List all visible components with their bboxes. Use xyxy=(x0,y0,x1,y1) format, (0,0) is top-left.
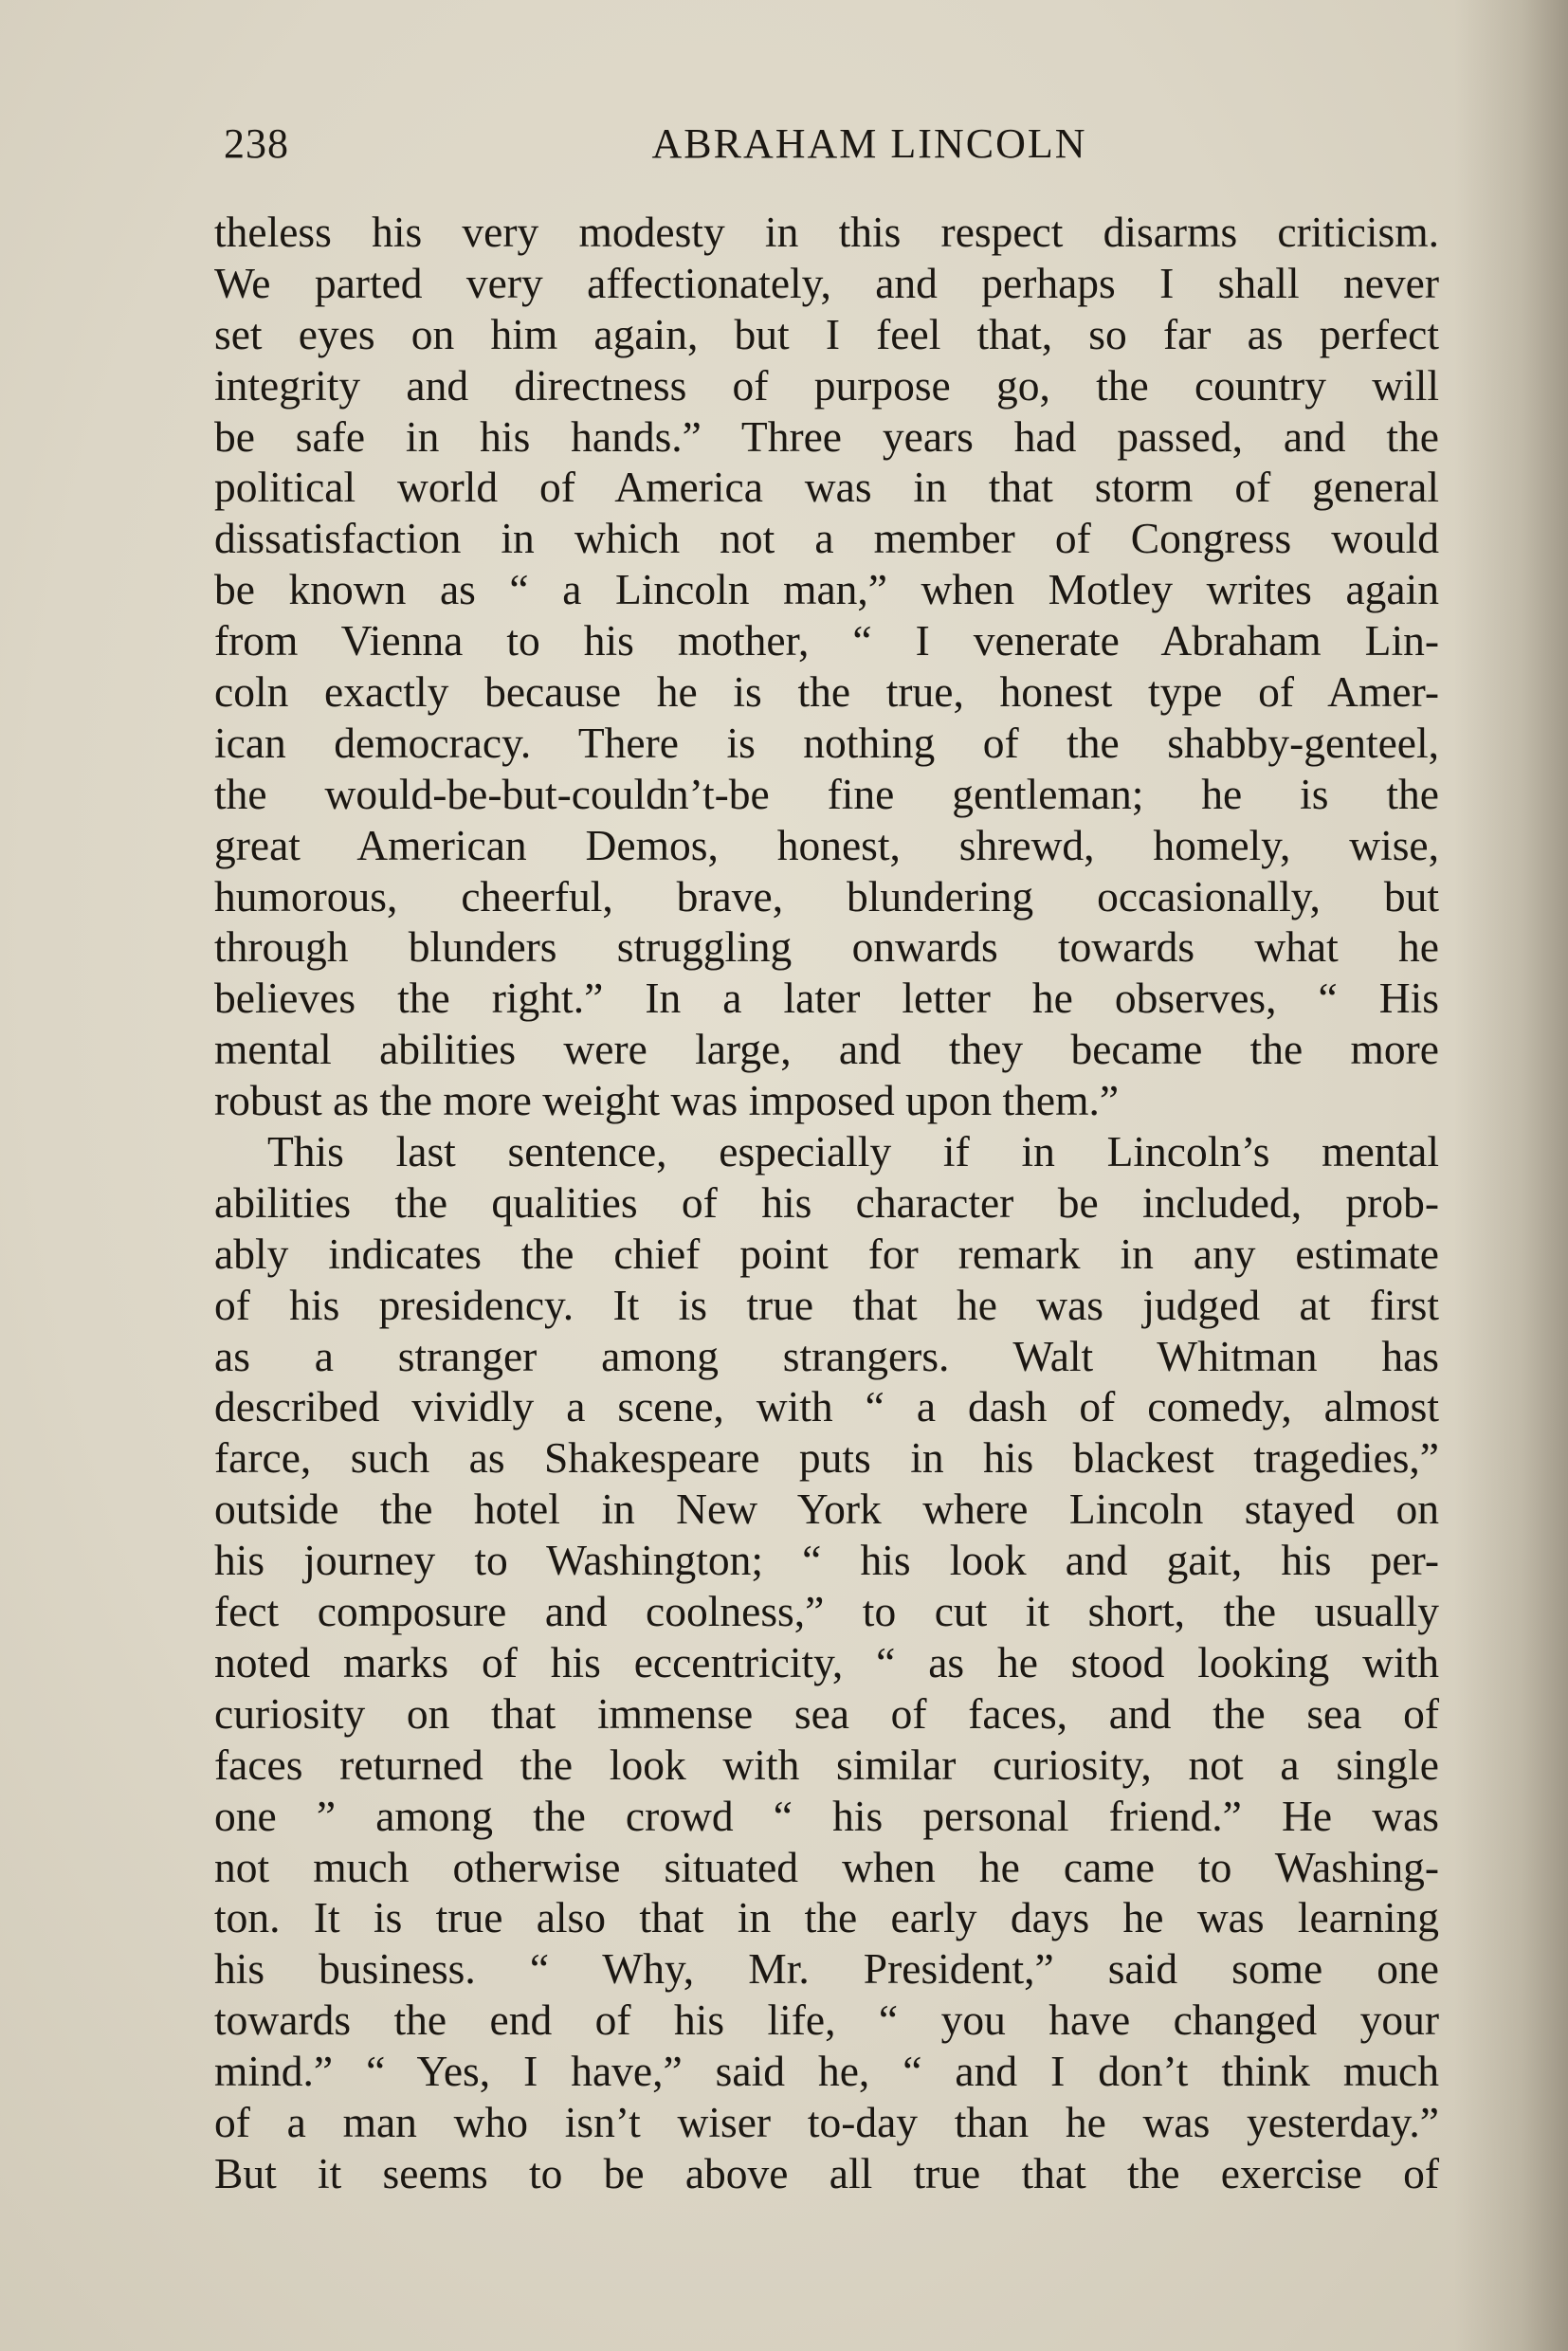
text-line: through blunders struggling onwards towards what he xyxy=(214,922,1439,972)
text-line: dissatisfaction in which not a member of Congress would xyxy=(214,514,1439,563)
text-line: noted marks of his eccentricity, “ as he stood looking with xyxy=(214,1637,1439,1686)
text-line: mind.” “ Yes, I have,” said he, “ and I don’t think much xyxy=(214,2047,1439,2096)
text-line: great American Demos, honest, shrewd, homely, wise, xyxy=(214,820,1439,869)
text-line: mental abilities were large, and they became the more xyxy=(214,1025,1439,1074)
text-line: ably indicates the chief point for remark in any estimate xyxy=(214,1229,1439,1278)
text-line: fect composure and coolness,” to cut it short, the usually xyxy=(214,1587,1439,1636)
text-line: be known as “ a Lincoln man,” when Motley writes again xyxy=(214,565,1439,614)
text-line: be safe in his hands.” Three years had passed, and the xyxy=(214,411,1439,461)
text-line: political world of America was in that storm of general xyxy=(214,463,1439,512)
text-line: of his presidency. It is true that he was judged at first xyxy=(214,1280,1439,1329)
body-text xyxy=(214,207,1439,2199)
text-line: from Vienna to his mother, “ I venerate Abraham Lin- xyxy=(214,616,1439,665)
running-head: ABRAHAM LINCOLN xyxy=(651,120,1087,167)
text-line: of a man who isn’t wiser to-day than he was yesterday.” xyxy=(214,2097,1439,2146)
text-line: the would-be-but-couldn’t-be fine gentleman; he is the xyxy=(214,769,1439,818)
text-line: his journey to Washington; “ his look and gait, his per- xyxy=(214,1536,1439,1585)
text-line: not much otherwise situated when he came to Washing- xyxy=(214,1842,1439,1891)
text-line: set eyes on him again, but I feel that, so far as perfect xyxy=(214,309,1439,358)
text-line: curiosity on that immense sea of faces, and the sea of xyxy=(214,1688,1439,1738)
text-line: abilities the qualities of his character be included, prob- xyxy=(214,1177,1439,1227)
text-line: coln exactly because he is the true, honest type of Amer- xyxy=(214,667,1439,717)
text-line: theless his very modesty in this respect disarms criticism. xyxy=(214,208,1439,256)
text-line: We parted very affectionately, and perhaps I shall never xyxy=(214,258,1439,307)
text-line: ican democracy. There is nothing of the shabby-genteel, xyxy=(214,718,1439,767)
text-line: But it seems to be above all true that the exercise of xyxy=(214,2148,1439,2197)
text-line: towards the end of his life, “ you have changed your xyxy=(214,1996,1439,2045)
text-line: one ” among the crowd “ his personal friend.” He was xyxy=(214,1791,1439,1840)
page-edge-shadow xyxy=(1454,0,1568,2351)
text-line: described vividly a scene, with “ a dash of comedy, almost xyxy=(214,1382,1439,1431)
text-line: believes the right.” In a later letter he observes, “ His xyxy=(214,974,1439,1023)
text-line: faces returned the look with similar curiosity, not a single xyxy=(214,1740,1439,1789)
text-line: integrity and directness of purpose go, the country will xyxy=(214,360,1439,410)
page-number: 238 xyxy=(224,120,289,167)
text-line: farce, such as Shakespeare puts in his blackest tragedies,” xyxy=(214,1433,1439,1483)
text-line: his business. “ Why, Mr. President,” said some one xyxy=(214,1944,1439,1994)
page-header xyxy=(224,116,1439,173)
text-line: as a stranger among strangers. Walt Whitman has xyxy=(214,1331,1439,1380)
paragraph-end-line: robust as the more weight was imposed upon them.” xyxy=(214,1076,1120,1125)
paragraph-start-line: This last sentence, especially if in Lincoln’s mental xyxy=(267,1127,1439,1176)
text-line: outside the hotel in New York where Lincoln stayed on xyxy=(214,1485,1439,1534)
text-line: ton. It is true also that in the early days he was learning xyxy=(214,1893,1439,1942)
text-line: humorous, cheerful, brave, blundering occasionally, but xyxy=(214,871,1439,920)
